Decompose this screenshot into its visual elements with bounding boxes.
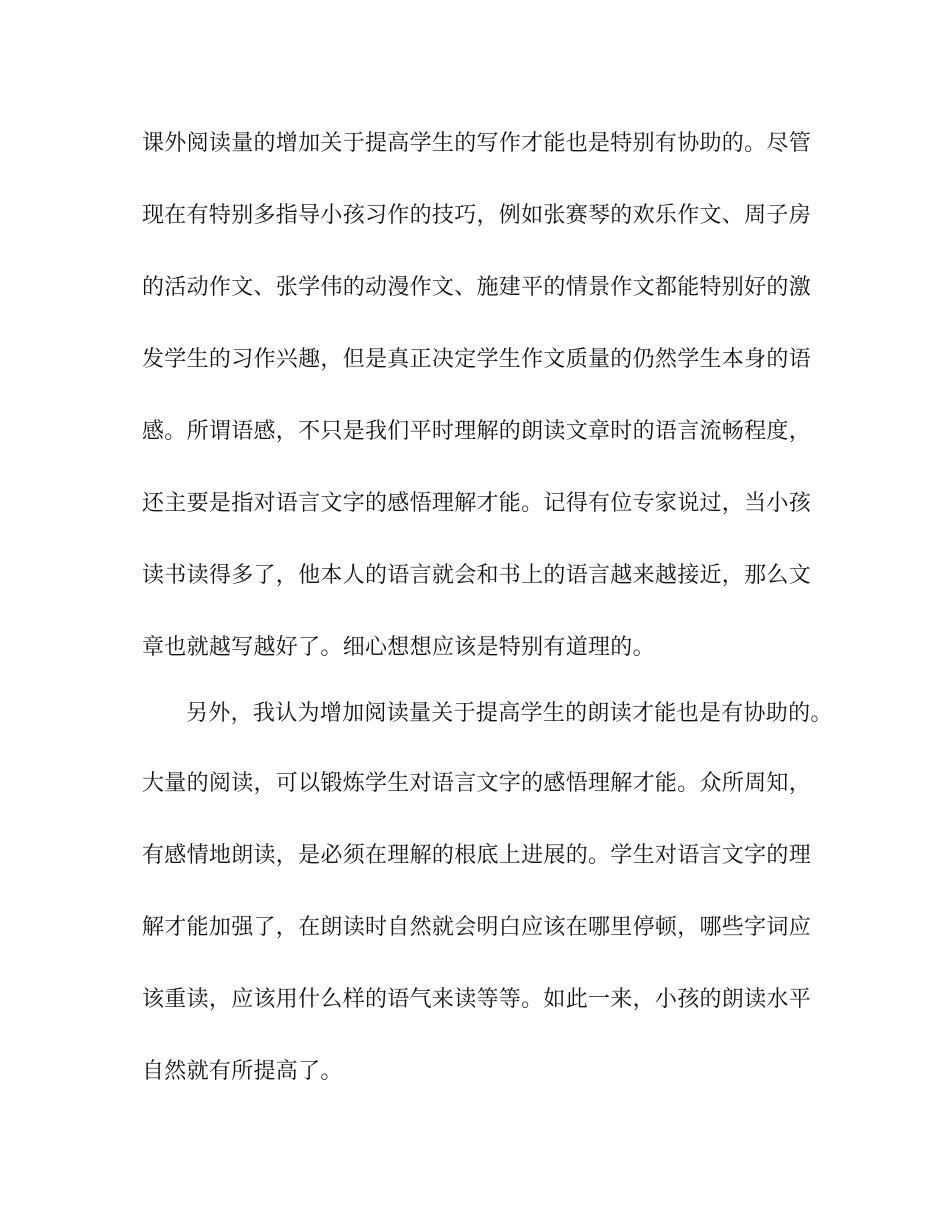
text-line: 解才能加强了，在朗读时自然就会明白应该在哪里停顿，哪些字词应 bbox=[142, 915, 812, 940]
text-line: 读书读得多了，他本人的语言就会和书上的语言越来越接近，那么文 bbox=[142, 563, 812, 588]
text-line: 的活动作文、张学伟的动漫作文、施建平的情景作文都能特别好的激 bbox=[142, 275, 812, 300]
text-line: 感。所谓语感，不只是我们平时理解的朗读文章时的语言流畅程度， bbox=[142, 419, 812, 444]
text-line: 有感情地朗读，是必须在理解的根底上进展的。学生对语言文字的理 bbox=[142, 843, 812, 868]
text-line: 该重读，应该用什么样的语气来读等等。如此一来，小孩的朗读水平 bbox=[142, 987, 812, 1012]
text-line: 还主要是指对语言文字的感悟理解才能。记得有位专家说过，当小孩 bbox=[142, 491, 812, 516]
text-line: 章也就越写越好了。细心想想应该是特别有道理的。 bbox=[142, 635, 655, 660]
text-line: 大量的阅读，可以锻炼学生对语言文字的感悟理解才能。众所周知， bbox=[142, 771, 812, 796]
text-line: 发学生的习作兴趣，但是真正决定学生作文质量的仍然学生本身的语 bbox=[142, 347, 812, 372]
text-line: 课外阅读量的增加关于提高学生的写作才能也是特别有协助的。尽管 bbox=[142, 131, 812, 156]
text-line-indented: 另外，我认为增加阅读量关于提高学生的朗读才能也是有协助的。 bbox=[186, 701, 833, 726]
text-line: 自然就有所提高了。 bbox=[142, 1059, 343, 1084]
text-line: 现在有特别多指导小孩习作的技巧，例如张赛琴的欢乐作文、周子房 bbox=[142, 203, 812, 228]
